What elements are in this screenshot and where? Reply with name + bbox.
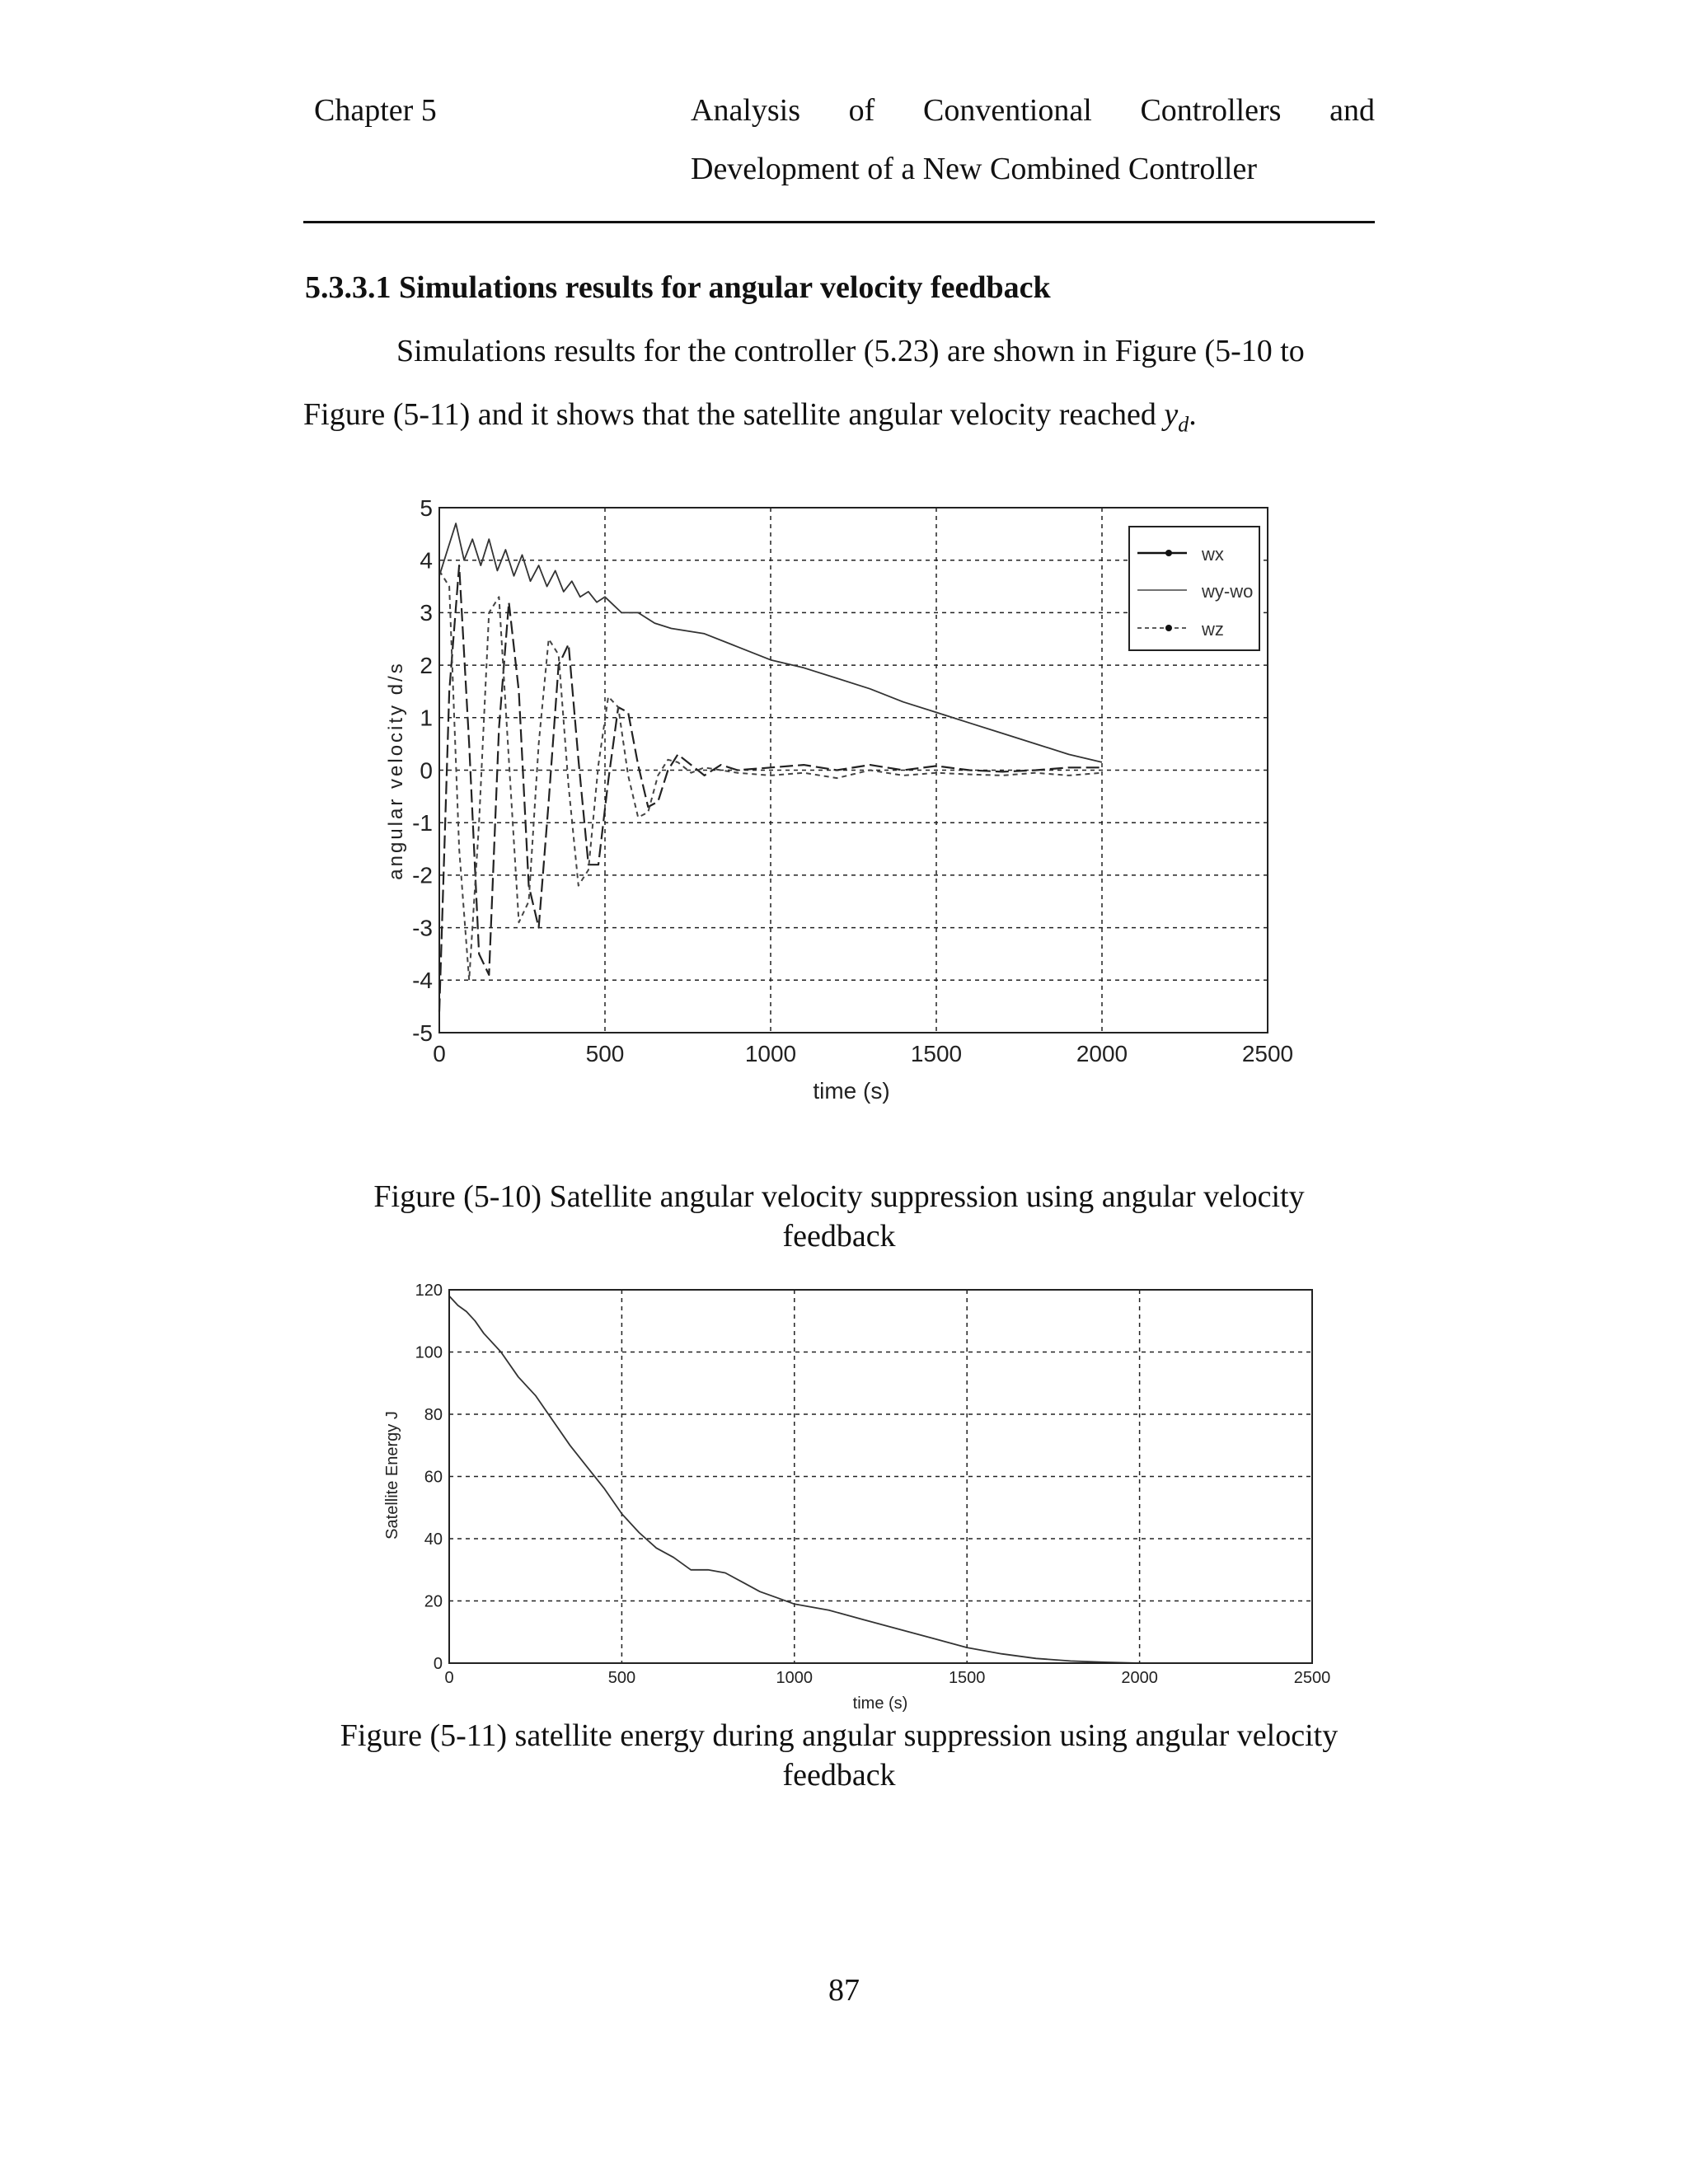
paragraph-line1: Simulations results for the controller (5.23) are shown in Figure (5-10 to — [396, 334, 1305, 368]
x-tick-label: 2500 — [1293, 1669, 1331, 1687]
legend-wy-wo: wy-wo — [1202, 581, 1254, 602]
legend-wz: wz — [1202, 619, 1224, 640]
y-tick-label: -4 — [412, 968, 433, 994]
x-tick-label: 500 — [585, 1041, 625, 1066]
title-word: Controllers — [1140, 93, 1282, 128]
x-tick-label: 1500 — [910, 1041, 963, 1066]
y-tick-label: 40 — [424, 1530, 443, 1549]
paragraph-end: . — [1189, 397, 1197, 432]
chart2-ylabel: Satellite Energy J — [383, 1411, 401, 1540]
symbol-subscript: d — [1178, 412, 1189, 437]
x-tick-label: 2000 — [1076, 1041, 1128, 1066]
y-tick-label: 100 — [415, 1343, 443, 1362]
y-tick-label: -1 — [412, 810, 433, 836]
title-word: and — [1329, 93, 1375, 128]
chart2-xlabel: time (s) — [852, 1694, 908, 1713]
y-tick-label: 120 — [415, 1282, 443, 1300]
x-tick-label: 2500 — [1241, 1041, 1294, 1066]
legend-wx: wx — [1202, 544, 1224, 565]
symbol-y: y — [1164, 397, 1179, 432]
y-tick-label: -5 — [412, 1019, 433, 1046]
title-word: Analysis — [691, 93, 800, 128]
page-number: 87 — [828, 1973, 860, 2008]
legend-wz-marker — [1165, 625, 1172, 631]
x-tick-label: 0 — [444, 1669, 454, 1687]
figure-5-10-caption — [303, 1177, 1375, 1256]
chapter-label: Chapter 5 — [314, 93, 437, 128]
title-word: Conventional — [923, 93, 1092, 128]
paragraph-text: Figure (5-11) and it shows that the satellite angular velocity reached — [303, 397, 1165, 432]
y-tick-label: 0 — [433, 1655, 443, 1673]
title-word: of — [848, 93, 875, 128]
caption-line1: Figure (5-11) satellite energy during angular suppression using angular velocity — [340, 1718, 1339, 1753]
x-tick-label: 1500 — [948, 1669, 986, 1687]
y-tick-label: 5 — [420, 494, 433, 521]
caption-line2: feedback — [782, 1758, 896, 1793]
y-tick-label: -2 — [412, 862, 433, 888]
chapter-title-line2: Development of a New Combined Controller — [691, 152, 1258, 186]
caption-line2: feedback — [782, 1219, 896, 1254]
y-tick-label: 60 — [424, 1468, 443, 1487]
figure-5-11-caption — [303, 1716, 1375, 1795]
chart1-ylabel: angular velocity d/s — [385, 661, 407, 880]
y-tick-label: 80 — [424, 1406, 443, 1424]
y-tick-label: 4 — [420, 547, 433, 574]
x-tick-label: 500 — [607, 1669, 636, 1687]
x-tick-label: 2000 — [1121, 1669, 1158, 1687]
y-tick-label: -3 — [412, 915, 433, 941]
section-heading: 5.3.3.1 Simulations results for angular velocity feedback — [305, 270, 1051, 305]
y-tick-label: 3 — [420, 600, 433, 626]
caption-line1: Figure (5-10) Satellite angular velocity suppression using angular velocity — [373, 1179, 1305, 1214]
y-tick-label: 2 — [420, 652, 433, 678]
x-tick-label: 0 — [433, 1041, 446, 1066]
chart1-xlabel: time (s) — [813, 1078, 890, 1104]
y-tick-label: 20 — [424, 1592, 443, 1611]
chart1-legend — [1129, 527, 1259, 650]
legend-wx-marker — [1165, 550, 1172, 556]
y-tick-label: 1 — [420, 705, 433, 731]
x-tick-label: 1000 — [776, 1669, 814, 1687]
y-tick-label: 0 — [420, 757, 433, 784]
x-tick-label: 1000 — [744, 1041, 797, 1066]
